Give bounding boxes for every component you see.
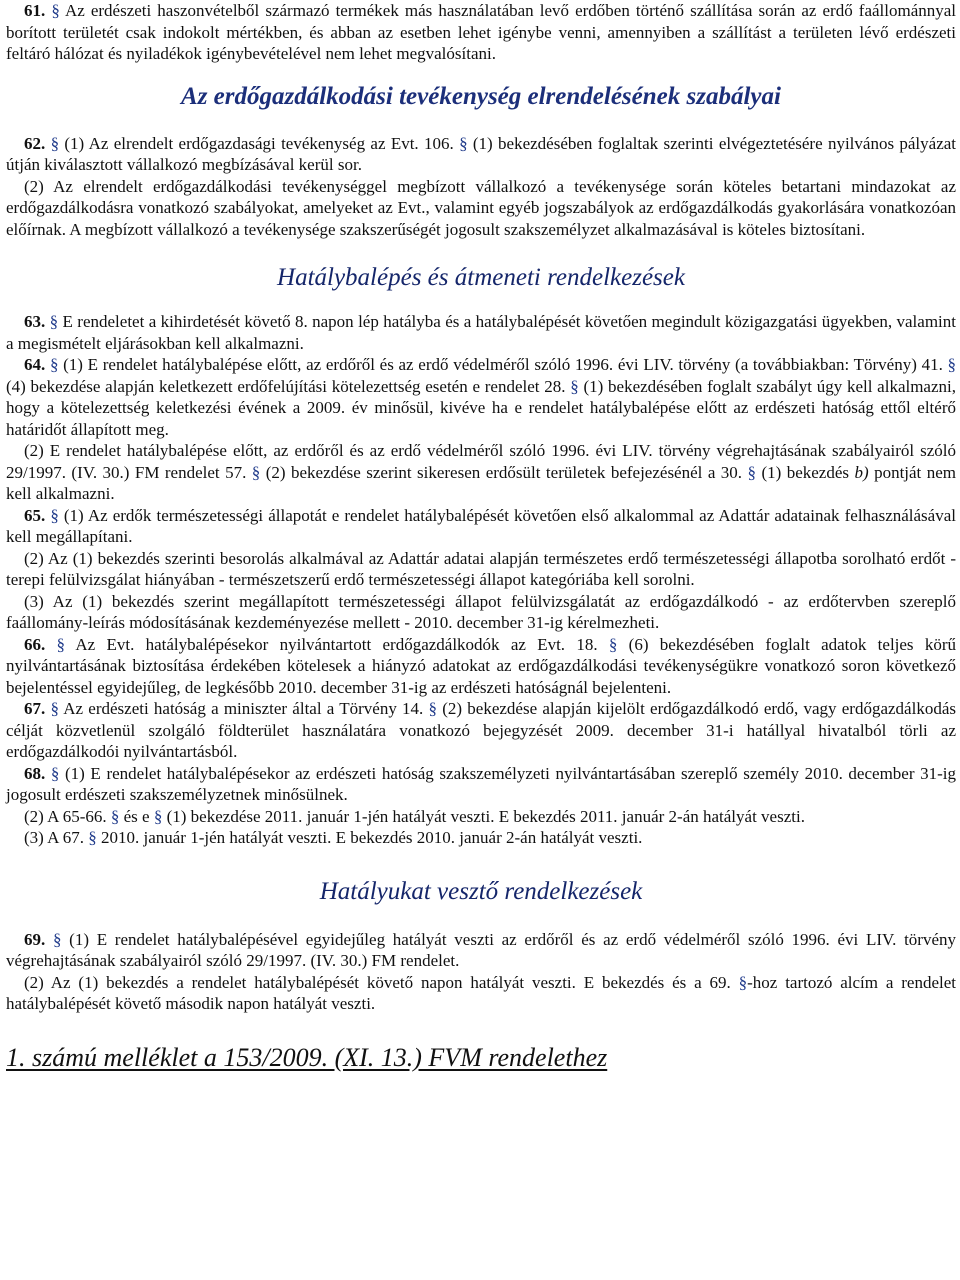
section-heading: Hatálybalépés és átmeneti rendelkezések (277, 264, 685, 291)
paragraph-64 (6, 354, 956, 440)
paragraph-65-3: (3) Az (1) bekezdés szerint megállapított természetességi állapot felülvizsgálatát az erdőgazdálkodó - az erdőtervben szereplő faállomány-leírás módosításának kezdeményezése mellett - 2010. december 31-ig kérelmezheti. (6, 591, 956, 632)
point-label: b) (854, 462, 869, 482)
paragraph-68-3 (6, 827, 956, 849)
paragraph-number: 62. (24, 133, 46, 153)
paragraph-text: (1) E rendelet hatálybalépésével egyidejűleg hatályát veszti az erdőről és az erdő védelméről szóló 1996. évi LIV. törvény végrehajtásának szabályairól szóló 29/1997. (IV. 30.) FM rendelet. (6, 929, 957, 970)
paragraph-69-2 (6, 972, 956, 1015)
section-sign: § (947, 355, 957, 374)
section-sign: § (608, 634, 618, 654)
paragraph-text: (1) E rendelet hatálybalépésekor az erdészeti hatóság szakszemélyzeti nyilvántartásában szereplő személy 2010. december 31-ig jogosult erdészeti szakszemélyzetnek minősülnek. (6, 763, 957, 804)
paragraph-number: 63. (24, 312, 46, 331)
paragraph-text: (2) A 65-66. (24, 806, 111, 826)
paragraph-63 (6, 311, 956, 354)
paragraph-text: (2) bekezdése szerint sikeresen erdősült területek befejezésénél a 30. (260, 462, 748, 482)
section-sign: § (49, 312, 59, 331)
paragraph-65-2: (2) Az (1) bekezdés szerinti besorolás alkalmával az Adattár adatai alapján természetes erdő természetességi állapotba sorolható erdőt - terepi felülvizsgálat hiányában - természetszerű erdő természetességi állapot kategóriába kell sorolni. (6, 548, 956, 589)
paragraph-68 (6, 763, 956, 806)
paragraph-62-2: (2) Az elrendelt erdőgazdálkodási tevékenységgel megbízott vállalkozó a tevékenysége során köteles betartani mindazokat az erdőgazdálkodásra vonatkozó szabályokat, amelyeket az Evt., valamint egyéb jogszabályok az erdőgazdálkodás gyakorlására vonatkozóan előírnak. A megbízott vállalkozó a tevékenysége szakszerűségét jogosult szakszemélyzet alkalmazásával is köteles biztosítani. (6, 176, 956, 239)
paragraph-text: 2010. január 1-jén hatályát veszti. E bekezdés 2010. január 2-án hatályát veszti. (96, 828, 643, 847)
section-sign: § (738, 972, 748, 992)
paragraph-number: 68. (24, 763, 46, 783)
section-sign: § (88, 828, 97, 847)
section-sign: § (570, 376, 579, 396)
paragraph-number: 65. (24, 505, 46, 525)
paragraph-65 (6, 505, 956, 548)
paragraph-text: (2) Az (1) bekezdés a rendelet hatálybalépését követő napon hatályát veszti. E bekezdés és a 69. (24, 972, 739, 992)
paragraph-text: (1) Az erdők természetességi állapotát e rendelet hatálybalépését követően első alkalommal az Adattár adatainak felhasználásával kell megállapítani. (6, 505, 956, 546)
paragraph-text: (1) bekezdése 2011. január 1-jén hatályát veszti. E bekezdés 2011. január 2-án hatályát veszti. (162, 806, 805, 826)
section-sign: § (153, 806, 163, 826)
paragraph-text: (3) A 67. (24, 828, 89, 847)
paragraph-text: és e (119, 806, 154, 826)
paragraph-text: (4) bekezdése alapján keletkezett erdőfelújítási kötelezettség esetén e rendelet 28. (6, 376, 571, 396)
paragraph-64-2 (6, 440, 956, 505)
paragraph-text: (2) bekezdése alapján kijelölt erdőgazdálkodó erdő, vagy erdőgazdálkodás célját közvetlenül szolgáló földterület használatára vonatkozó bejegyzését 2009. december 31-i hatállyal hivatalból törli az erdőgazdálkodói nyilvántartásból. (6, 699, 956, 761)
document-page (6, 0, 956, 1073)
section-sign: § (459, 133, 468, 153)
paragraph-68-2 (6, 806, 956, 828)
section-sign: § (56, 634, 66, 654)
section-sign: § (50, 699, 59, 718)
section-sign: § (52, 929, 62, 949)
paragraph-text: -hoz tartozó alcím a rendelet hatálybalépését követő második napon hatályát veszti. (6, 972, 956, 1013)
paragraph-number: 61. (24, 1, 46, 20)
section-sign: § (51, 1, 60, 20)
paragraph-number: 64. (24, 355, 46, 374)
section-sign: § (747, 462, 756, 482)
paragraph-text: Az erdészeti hatóság a miniszter által a Törvény 14. (58, 699, 429, 718)
paragraph-text: (1) bekezdés (756, 462, 855, 482)
section-sign: § (50, 763, 60, 783)
paragraph-69 (6, 929, 956, 972)
section-heading: Az erdőgazdálkodási tevékenység elrendelésének szabályai (181, 82, 781, 110)
section-sign: § (251, 462, 261, 482)
paragraph-number: 67. (24, 699, 46, 718)
section-sign: § (49, 355, 59, 374)
paragraph-text: (1) bekezdésében foglalt szabályt úgy kell alkalmazni, hogy a kötelezettség keletkezési évének a 2009. év minősül, kivéve ha e rendelet hatálybalépése előtt az erdészeti hatóság ettől eltérő határidőt állapított meg. (6, 376, 956, 439)
paragraph-61 (6, 0, 956, 65)
paragraph-67 (6, 698, 956, 763)
section-sign: § (50, 505, 59, 525)
paragraph-66 (6, 634, 956, 699)
paragraph-text: (1) Az elrendelt erdőgazdasági tevékenység az Evt. 106. (59, 133, 460, 153)
paragraph-text: (6) bekezdésében foglalt adatok teljes körű nyilvántartásának biztosítása érdekében kötelesek a hiányzó adatokat az erdőgazdálkodási tevékenységükre vonatkozó soron következő bejelentéssel egyidejűleg, de legkésőbb 2010. december 31-ig az erdészeti hatóságnál bejelenteni. (6, 634, 956, 697)
paragraph-text: Az erdészeti haszonvételből származó termékek más használatában levő erdőben történő szállítása során az erdő faállománnyal borított területét csak indokolt mértékben, és abban az esetben lehet igénybe venni, amennyiben a szállítást a területen lévő erdészeti feltáró hálózat és nyiladékok igénybevételével nem lehet megvalósítani. (6, 1, 957, 63)
section-sign: § (50, 133, 60, 153)
section-sign: § (428, 699, 438, 718)
section-heading: Hatályukat vesztő rendelkezések (319, 877, 643, 905)
paragraph-text: (1) bekezdésében foglaltak szerinti elvégeztetésére nyilvános pályázat útján kiválasztott vállalkozó megbízásával kerül sor. (6, 133, 957, 174)
annex-title: 1. számú melléklet a 153/2009. (XI. 13.) FVM rendelethez (6, 1042, 608, 1072)
paragraph-text: pontját nem kell alkalmazni. (6, 462, 956, 503)
paragraph-62 (6, 133, 956, 176)
section-sign: § (110, 806, 120, 826)
paragraph-text: Az Evt. hatálybalépésekor nyilvántartott erdőgazdálkodók az Evt. 18. (65, 634, 609, 654)
paragraph-text: E rendeletet a kihirdetését követő 8. napon lép hatályba és a hatálybalépését követően megindult közigazgatási ügyekben, valamint a megismételt eljárásokban kell alkalmazni. (6, 312, 956, 353)
paragraph-text: (2) E rendelet hatálybalépése előtt, az erdőről és az erdő védelméről szóló 1996. évi LIV. törvény végrehajtásának szabályairól szóló 29/1997. (IV. 30.) FM rendelet 57. (6, 441, 956, 482)
paragraph-number: 69. (24, 929, 46, 949)
paragraph-number: 66. (24, 634, 46, 654)
paragraph-text: (1) E rendelet hatálybalépése előtt, az erdőről és az erdő védelméről szóló 1996. évi LIV. törvény (a továbbiakban: Törvény) 41. (58, 355, 948, 374)
